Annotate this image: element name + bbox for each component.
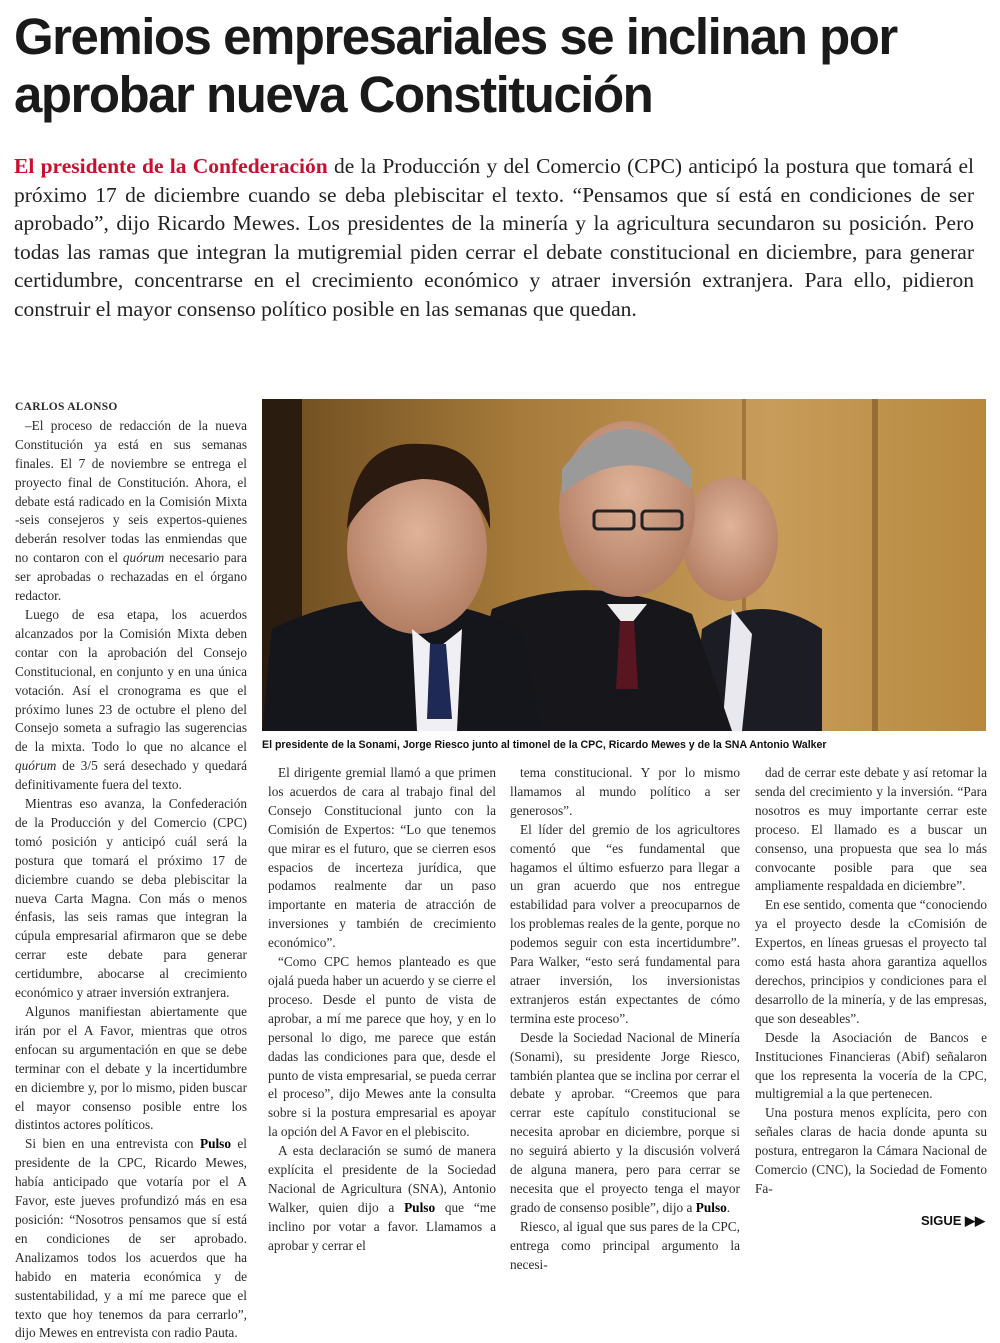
paragraph-text: Riesco, al igual que sus pares de la CPC, entrega como principal argumento la necesi- — [510, 1218, 740, 1272]
publication-name: Pulso — [695, 1199, 727, 1215]
article-paragraph — [268, 1142, 496, 1255]
article-paragraph — [510, 1218, 740, 1275]
paragraph-text: dad de cerrar este debate y así retomar la senda del crecimiento y la inversión. “Para nosotros es muy importante cerrar este proceso. El llamado es a buscar un consenso, una propuesta que sea lo más convocante posible para que sea ampliamente respaldada en diciembre”. — [755, 765, 987, 894]
article-paragraph — [755, 1104, 987, 1199]
paragraph-text: El dirigente gremial llamó a que primen los acuerdos de cara al trabajo final del Consejo Constitucional junto con la Comisión de Expertos: “Lo que tenemos que mirar es el futuro, que se cierren esos espacios de incerteza jurídica, que podamos realmente dar un paso importante en materia de atracción de inversiones y también de crecimiento económico”. — [268, 765, 496, 951]
paragraph-text: En ese sentido, comenta que “conociendo ya el proyecto desde la cComisión de Expertos, en líneas gruesas el proyecto tal como está hasta ahora garantiza aquellos derechos, principios y condiciones para el desarrollo de la minería, y de las empresas, que son deseables”. — [755, 897, 987, 1026]
publication-name: Pulso — [199, 1136, 231, 1152]
byline: CARLOS ALONSO — [15, 401, 118, 413]
article-paragraph — [268, 953, 496, 1142]
italic-term: quórum — [122, 550, 165, 566]
lead-kicker: El presidente de la Confederación — [14, 154, 328, 178]
paragraph-text: . — [726, 1199, 731, 1215]
paragraph-text: –El proceso de redacción de la nueva Constitución ya está en sus semanas finales. El 7 de noviembre se entrega el proyecto final de Constitución. Ahora, el debate está radicado en la Comisión Mixta -seis consejeros y seis expertos-quienes deberán resolver todas las enmiendas que no contaron con el — [15, 417, 247, 566]
article-paragraph — [755, 896, 987, 1028]
paragraph-text: necesario para ser aprobadas o rechazadas en el órgano redactor. — [15, 550, 247, 604]
article-header — [14, 8, 989, 323]
continue-marker: SIGUE ▶▶ — [920, 1212, 985, 1228]
headline: Gremios empresariales se inclinan por aprobar nueva Constitución — [14, 8, 897, 123]
paragraph-text: Una postura menos explícita, pero con señales claras de hacia donde apunta su postura, entregaron la Cámara Nacional de Comercio (CNC), la Sociedad de Fomento Fa- — [755, 1105, 987, 1196]
column-1-body — [15, 417, 247, 1343]
paragraph-text: Luego de esa etapa, los acuerdos alcanzados por la Comisión Mixta deben contar con la aprobación del Consejo Constitucional, en conjunto y en una única votación. Así el cronograma es que el próximo lunes 23 de octubre el pleno del Consejo someta a sufragio las sugerencias de la mixta. Todo lo que no alcance el — [15, 606, 247, 755]
paragraph-text: tema constitucional. Y por lo mismo llamamos al mundo político a ser generosos”. — [510, 765, 740, 818]
photo-caption: El presidente de la Sonami, Jorge Riesco junto al timonel de la CPC, Ricardo Mewes y de la SNA Antonio Walker — [262, 739, 827, 751]
article-paragraph — [15, 606, 247, 795]
article-column-2 — [268, 764, 496, 1256]
paragraph-text: Mientras eso avanza, la Confederación de la Producción y del Comercio (CPC) tomó posición y anticipó cuál será la postura que tomará el próximo 17 de diciembre cuando se deba plebiscitar la nueva Carta Magna. Con más o menos énfasis, las seis ramas que integran la cúpula empresarial afirmaron que se debe cerrar este debate para generar certidumbre, abocarse al crecimiento económico y atraer inversión extranjera. — [15, 796, 247, 1001]
column-4-body — [755, 764, 987, 1199]
lead-text: de la Producción y del Comercio (CPC) anticipó la postura que tomará el próximo 17 de diciembre cuando se deba plebiscitar el texto. “Pensamos que sí está en condiciones de ser aprobado”, dijo Ricardo Mewes. Los presidentes de la minería y la agricultura secundaron su posición. Pero todas las ramas que integran la mutigremial piden cerrar el debate constitucional en diciembre, para generar certidumbre, concentrarse en el crecimiento económico y atraer inversión extranjera. Para ello, pidieron construir el mayor consenso político posible en las semanas que quedan. — [14, 154, 974, 321]
paragraph-text: Algunos manifiestan abiertamente que irán por el A Favor, mientras que otros enfocan su argumentación en que se debe terminar con el debate y la incertidumbre en diciembre y, por lo mismo, piden buscar el mayor consenso posible entre los distintos actores políticos. — [15, 1004, 247, 1133]
article-paragraph — [15, 795, 247, 1003]
paragraph-text: Si bien en una entrevista con — [25, 1136, 200, 1152]
paragraph-text: de 3/5 será desechado y quedará definitivamente fuera del texto. — [15, 758, 247, 793]
italic-term: quórum — [15, 758, 57, 774]
paragraph-text: El líder del gremio de los agricultores comentó que “es fundamental que hagamos el último esfuerzo para llegar a un gran acuerdo que nos entregue estabilidad para volver a preocuparnos de los problemas reales de la gente, porque no podemos seguir con esta incertidumbre”. Para Walker, “esto será fundamental para atraer inversión, los inversionistas extranjeros están expectantes de cómo termina este proceso”. — [510, 821, 740, 1026]
photo-three-men-icon — [262, 399, 986, 731]
article-paragraph — [510, 1029, 740, 1218]
article-paragraph — [510, 764, 740, 821]
article-column-3 — [510, 764, 740, 1274]
article-paragraph — [268, 764, 496, 953]
article-paragraph — [755, 764, 987, 896]
publication-name: Pulso — [404, 1199, 436, 1215]
article-column-4 — [755, 764, 987, 1229]
article-paragraph — [510, 821, 740, 1029]
paragraph-text: Desde la Asociación de Bancos e Instituciones Financieras (Abif) señalaron que los representa la vocería de la CPC, multigremial a la que pertenecen. — [755, 1029, 987, 1102]
article-paragraph — [15, 1003, 247, 1135]
article-paragraph — [15, 417, 247, 606]
article-paragraph — [755, 1029, 987, 1105]
paragraph-text: que “me inclino por votar a favor. Llamamos a aprobar y cerrar el — [268, 1199, 496, 1253]
article-paragraph — [15, 1135, 247, 1343]
paragraph-text: “Como CPC hemos planteado es que ojalá pueda haber un acuerdo y se cierre el proceso. Desde el punto de vista de aprobar, a mí me parece que hoy, y en lo personal lo digo, me parece que están dadas las condiciones para que, desde el punto de vista empresarial, se pueda cerrar el proceso”, dijo Mewes ante la consulta sobre si la postura empresarial es apoyar la opción del A Favor en el plebiscito. — [268, 954, 496, 1140]
article-column-1 — [15, 398, 247, 1343]
article-photo — [262, 399, 986, 731]
lead-paragraph — [14, 152, 974, 323]
paragraph-text: A esta declaración se sumó de manera explícita el presidente de la Sociedad Nacional de Agricultura (SNA), Antonio Walker, quien dijo a — [268, 1143, 496, 1215]
paragraph-text: el presidente de la CPC, Ricardo Mewes, había anticipado que votaría por el A Favor, este jueves profundizó más en esa posición: “Nosotros pensamos que sí está en condiciones de ser aprobado. Analizamos todos los acuerdos que ha habido en materia económica y de sustentabilidad, y a mí me parece que el texto que hoy tenemos da para cerrarlo”, dijo Mewes en entrevista con radio Pauta. — [15, 1136, 247, 1341]
paragraph-text: Desde la Sociedad Nacional de Minería (Sonami), su presidente Jorge Riesco, también plantea que se inclina por cerrar el debate y aprobar. “Creemos que para cerrar este capítulo constitucional se necesita aprobar en diciembre, porque si no seguirá abierto y la discusión volverá de alguna manera, pero para cerrar se necesita que el proyecto tenga el mayor grado de consenso posible”, dijo a — [510, 1029, 740, 1215]
